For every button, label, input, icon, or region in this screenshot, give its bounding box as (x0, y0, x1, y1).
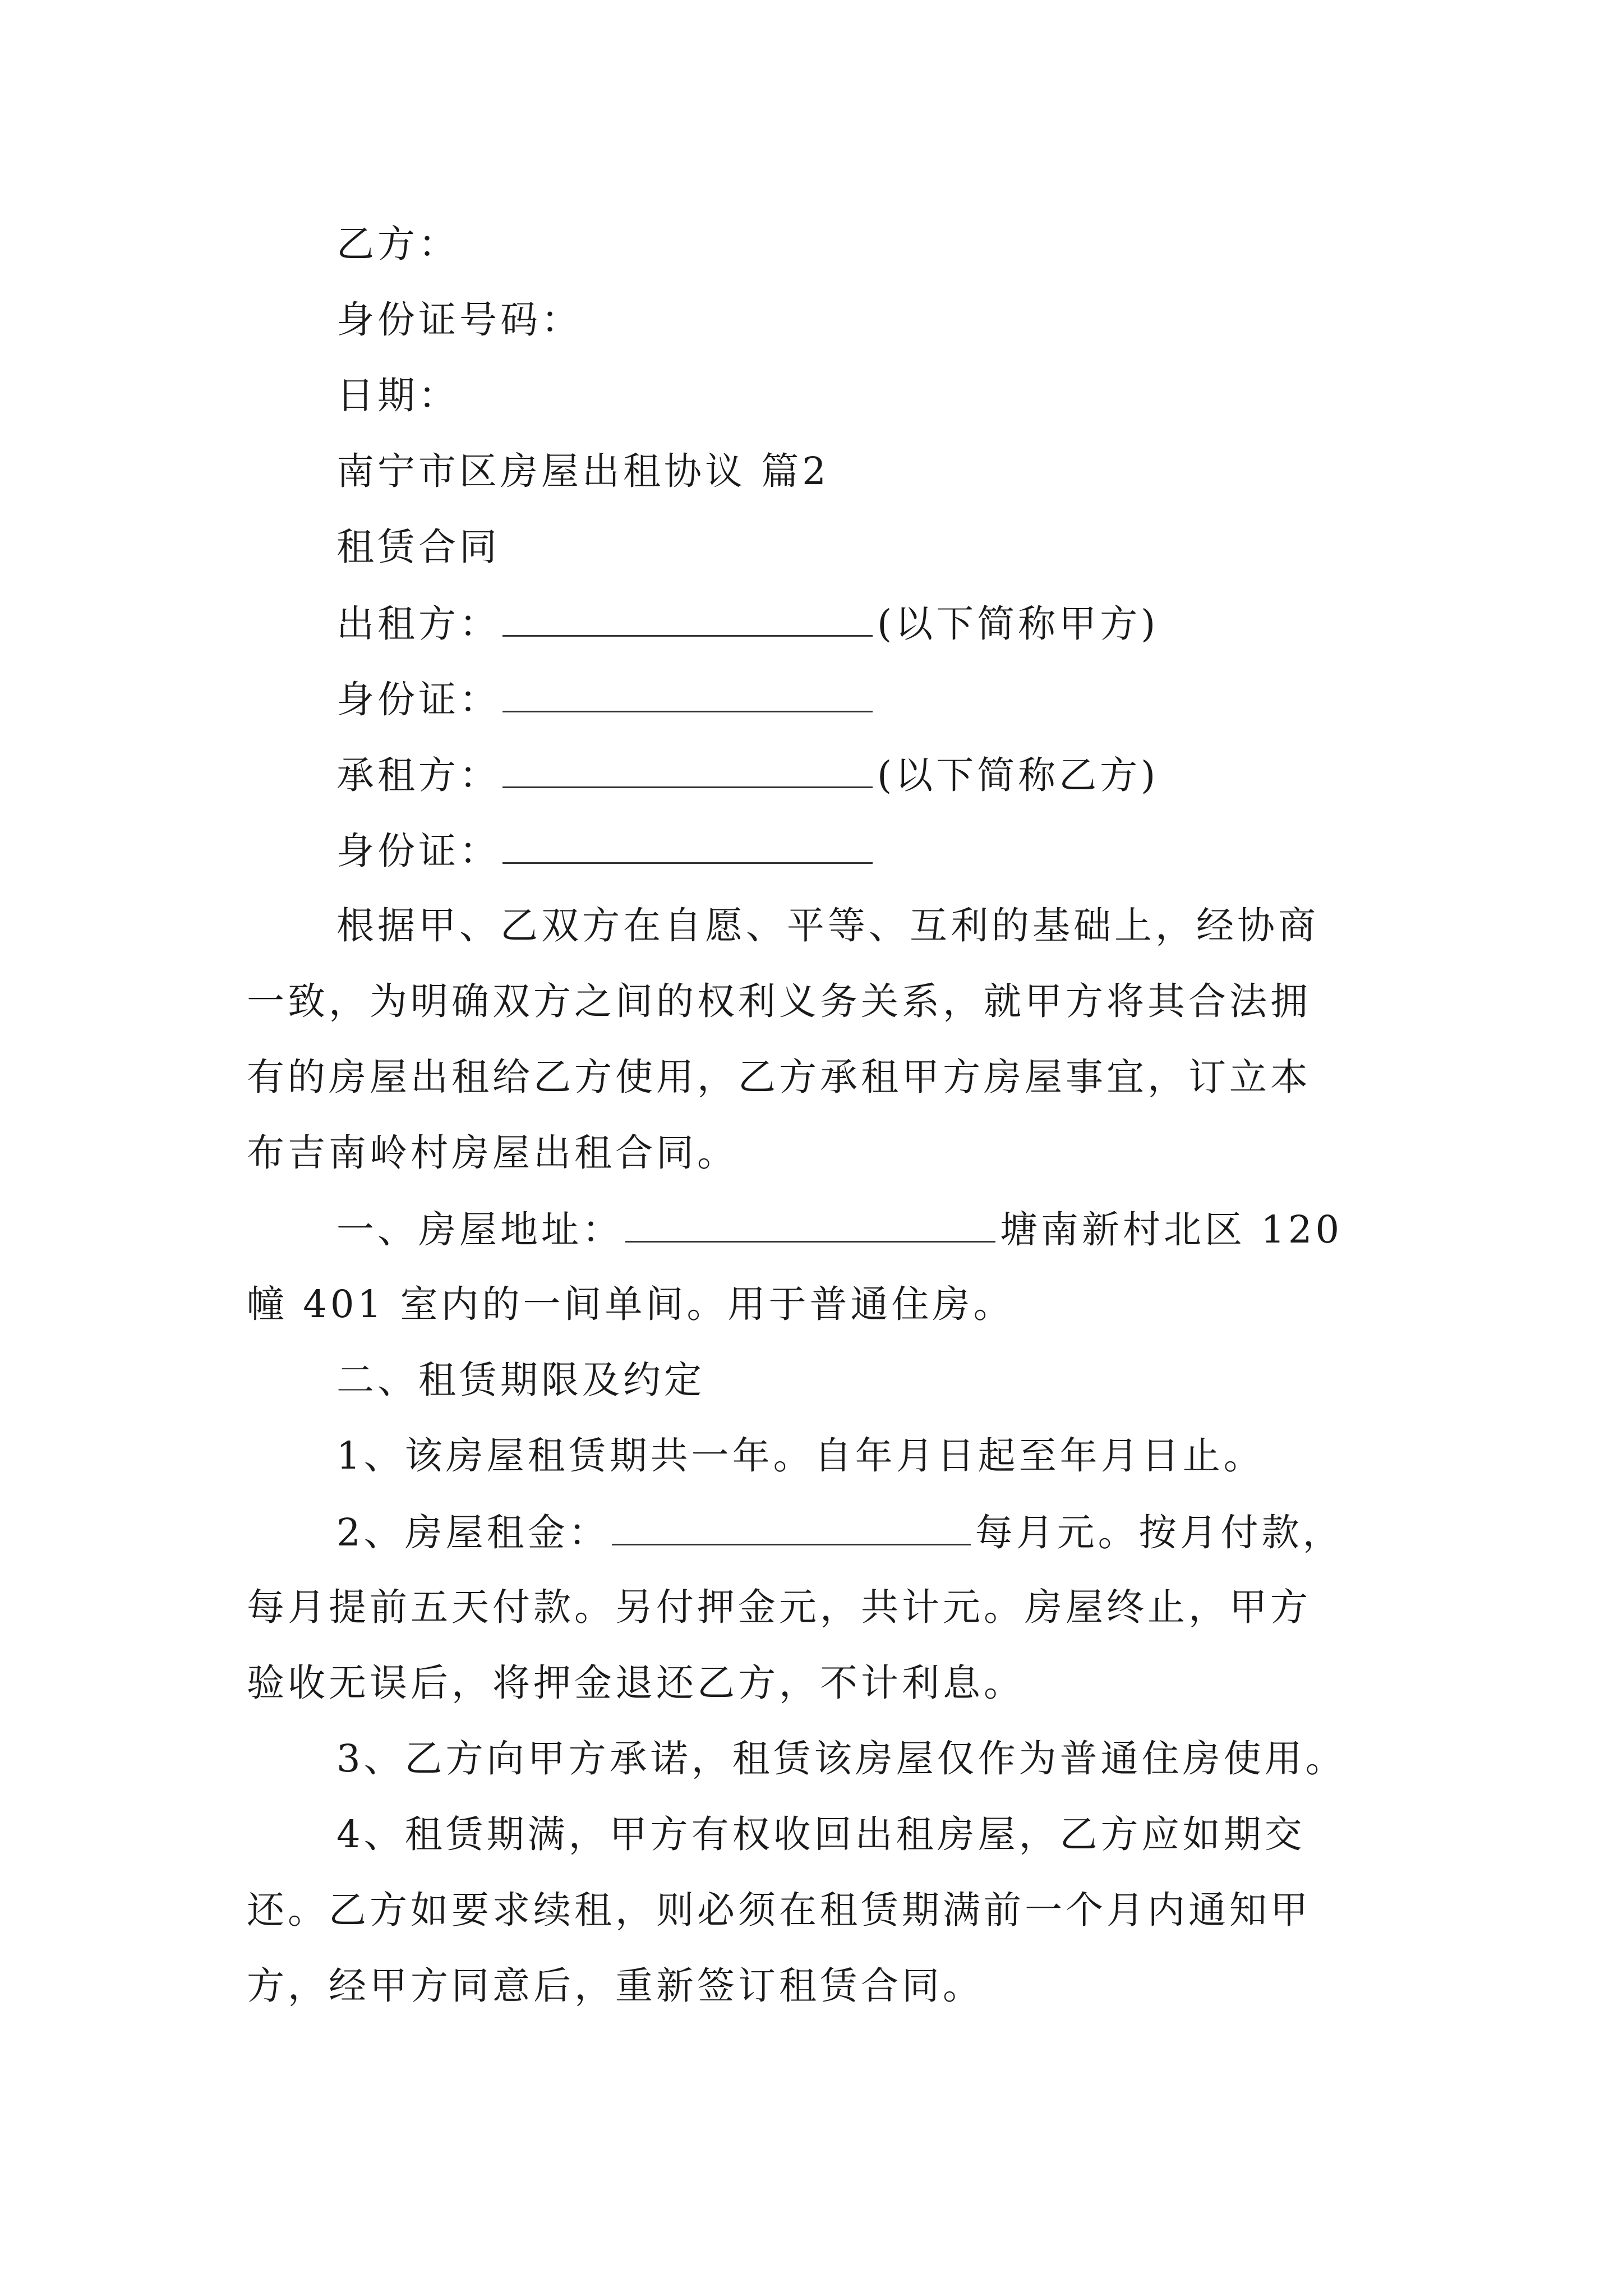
lessee-blank (502, 752, 873, 788)
clause2-item2-line-2: 每月提前五天付款。另付押金元，共计元。房屋终止，甲方 (247, 1585, 1311, 1629)
preamble-line-1: 根据甲、乙双方在自愿、平等、互利的基础上，经协商 (336, 904, 1319, 947)
clause1-suffix: 塘南新村北区 120 (1000, 1208, 1343, 1251)
clause1-blank (625, 1206, 995, 1243)
section-title: 南宁市区房屋出租协议 篇2 (336, 449, 829, 493)
clause1-prefix: 一、房屋地址： (336, 1208, 623, 1251)
preamble-line-4: 布吉南岭村房屋出租合同。 (247, 1131, 738, 1175)
lessee-suffix: (以下简称乙方) (877, 753, 1159, 797)
lessor-id-line (336, 676, 877, 722)
rent-suffix: 每月元。按月付款， (975, 1511, 1344, 1554)
lessor-label: 出租方： (336, 602, 500, 646)
clause2-item3: 3、乙方向甲方承诺，租赁该房屋仅作为普通住房使用。 (336, 1737, 1347, 1780)
clause1-line-2: 幢 401 室内的一间单间。用于普通住房。 (247, 1282, 1015, 1326)
id-number-label: 身份证号码： (336, 298, 582, 342)
clause2-item4-line-1: 4、租赁期满，甲方有权收回出租房屋，乙方应如期交 (336, 1812, 1306, 1856)
preamble-line-3: 有的房屋出租给乙方使用，乙方承租甲方房屋事宜，订立本 (247, 1055, 1311, 1099)
rent-prefix: 2、房屋租金： (336, 1511, 610, 1554)
lessee-label: 承租方： (336, 753, 500, 797)
clause2-item2-line-1 (336, 1509, 1344, 1555)
contract-title: 租赁合同 (336, 525, 500, 569)
clause2-heading: 二、租赁期限及约定 (336, 1358, 705, 1402)
date-label: 日期： (336, 374, 459, 417)
rent-blank (612, 1509, 971, 1545)
lessor-id-blank (502, 676, 873, 712)
lessee-id-line (336, 827, 877, 873)
lessor-suffix: (以下简称甲方) (877, 602, 1159, 646)
lessor-line (336, 600, 1159, 646)
lessee-line (336, 752, 1159, 798)
clause1-line-1 (336, 1206, 1343, 1252)
clause2-item4-line-2: 还。乙方如要求续租，则必须在租赁期满前一个月内通知甲 (247, 1888, 1311, 1932)
lessor-id-label: 身份证： (336, 678, 500, 721)
preamble-line-2: 一致，为明确双方之间的权利义务关系，就甲方将其合法拥 (247, 979, 1311, 1023)
lessor-blank (502, 600, 873, 637)
lessee-id-label: 身份证： (336, 829, 500, 873)
party-b-label: 乙方： (336, 222, 459, 266)
clause2-item2-line-3: 验收无误后，将押金退还乙方，不计利息。 (247, 1661, 1025, 1705)
clause2-item1: 1、该房屋租赁期共一年。自年月日起至年月日止。 (336, 1434, 1265, 1478)
clause2-item4-line-3: 方，经甲方同意后，重新签订租赁合同。 (247, 1964, 984, 2008)
lessee-id-blank (502, 827, 873, 864)
